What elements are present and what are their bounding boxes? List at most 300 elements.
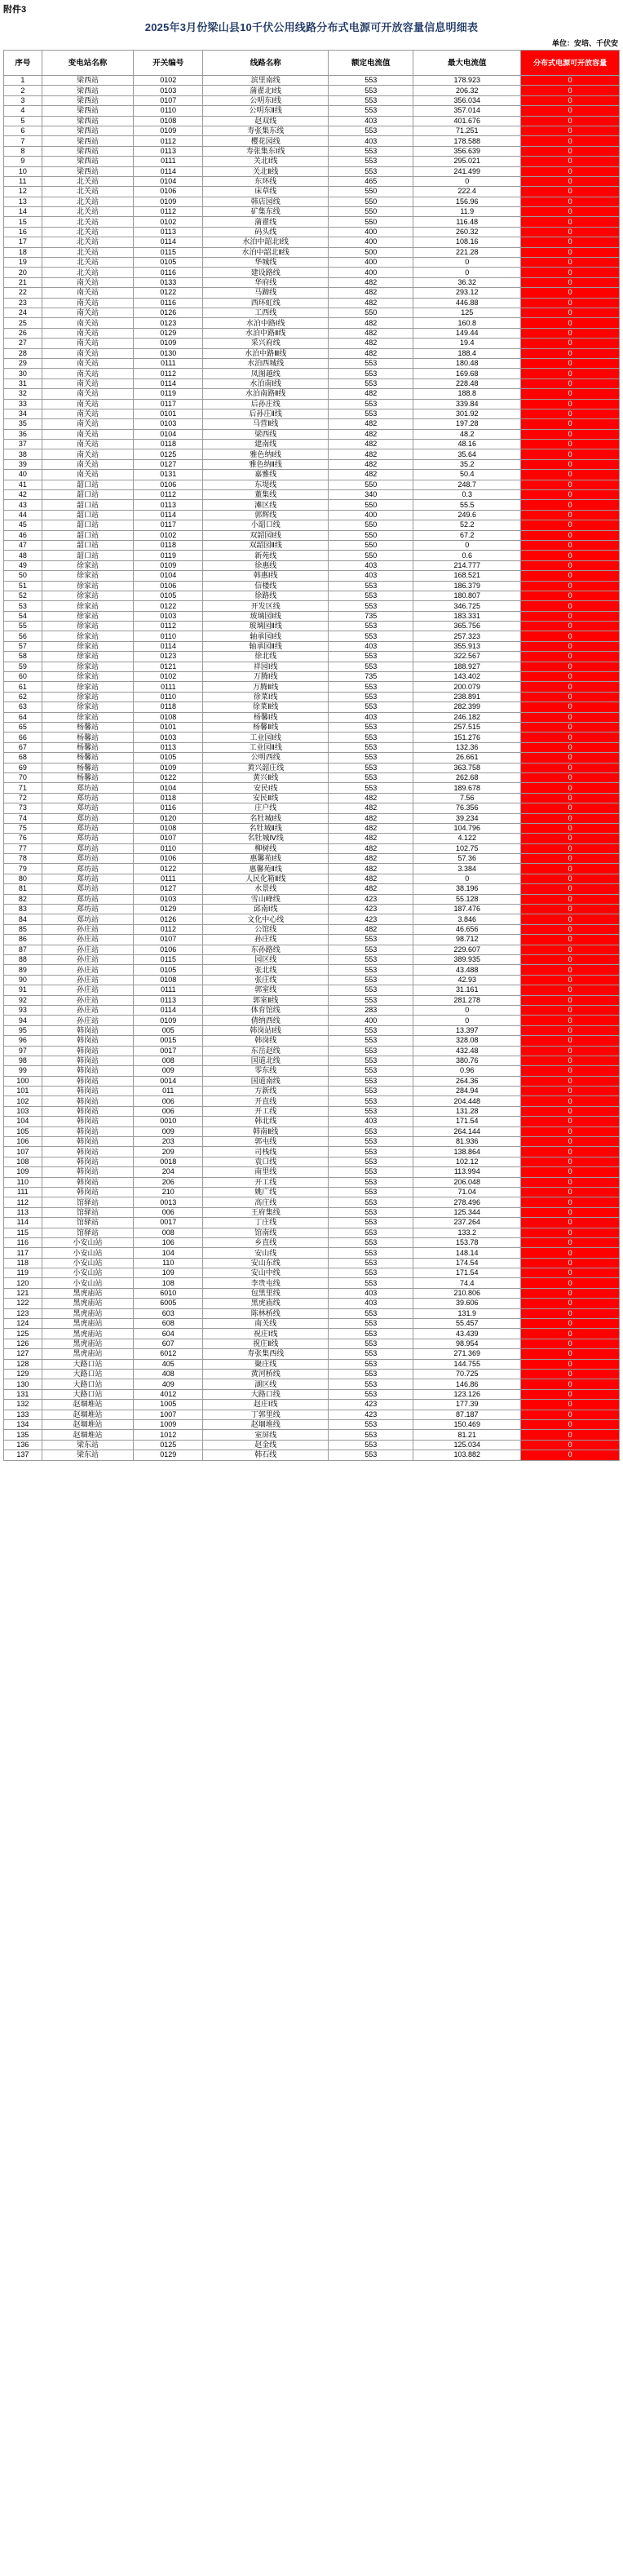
table-row xyxy=(4,1329,620,1339)
cell-index: 72 xyxy=(4,793,42,803)
cell-switch-no: 0110 xyxy=(134,843,203,853)
cell-index: 29 xyxy=(4,358,42,368)
cell-substation: 孙庄站 xyxy=(42,985,134,995)
cell-open-capacity: 0 xyxy=(521,1349,620,1359)
cell-line-name: 湖区线 xyxy=(203,1379,329,1389)
cell-rated-current: 403 xyxy=(329,136,413,146)
cell-index: 131 xyxy=(4,1389,42,1399)
table-row xyxy=(4,1096,620,1106)
cell-line-name: 凤图越线 xyxy=(203,369,329,378)
cell-index: 23 xyxy=(4,298,42,308)
cell-rated-current: 403 xyxy=(329,712,413,722)
cell-switch-no: 0104 xyxy=(134,783,203,793)
cell-substation: 黑虎庙站 xyxy=(42,1349,134,1359)
cell-switch-no: 0109 xyxy=(134,560,203,570)
cell-index: 62 xyxy=(4,692,42,702)
cell-rated-current: 553 xyxy=(329,166,413,176)
cell-switch-no: 008 xyxy=(134,1056,203,1065)
cell-line-name: 园区线 xyxy=(203,954,329,964)
cell-line-name: 玻璃园Ⅱ线 xyxy=(203,622,329,631)
cell-open-capacity: 0 xyxy=(521,823,620,833)
cell-max-current: 138.864 xyxy=(413,1147,521,1157)
cell-rated-current: 553 xyxy=(329,995,413,1005)
col-open-capacity: 分布式电源可开放容量 xyxy=(521,51,620,76)
cell-line-name: 安民Ⅱ线 xyxy=(203,793,329,803)
cell-line-name: 张庄线 xyxy=(203,975,329,985)
cell-rated-current: 553 xyxy=(329,76,413,86)
cell-line-name: 包黑里线 xyxy=(203,1288,329,1298)
cell-rated-current: 553 xyxy=(329,622,413,631)
cell-max-current: 169.68 xyxy=(413,369,521,378)
cell-line-name: 郭室线 xyxy=(203,985,329,995)
cell-substation: 南关站 xyxy=(42,339,134,348)
cell-switch-no: 0102 xyxy=(134,530,203,540)
cell-rated-current: 482 xyxy=(329,348,413,358)
cell-open-capacity: 0 xyxy=(521,339,620,348)
cell-substation: 韩岗站 xyxy=(42,1167,134,1177)
table-row xyxy=(4,641,620,651)
cell-open-capacity: 0 xyxy=(521,581,620,591)
cell-index: 31 xyxy=(4,378,42,388)
cell-line-name: 玻璃园Ⅰ线 xyxy=(203,611,329,621)
table-row xyxy=(4,1349,620,1359)
cell-switch-no: 006 xyxy=(134,1106,203,1116)
cell-max-current: 35.64 xyxy=(413,449,521,459)
table-row xyxy=(4,1248,620,1258)
cell-open-capacity: 0 xyxy=(521,712,620,722)
cell-open-capacity: 0 xyxy=(521,176,620,186)
cell-index: 63 xyxy=(4,702,42,712)
cell-index: 18 xyxy=(4,247,42,257)
cell-line-name: 水泊中韶北Ⅱ线 xyxy=(203,247,329,257)
table-row xyxy=(4,1359,620,1369)
cell-rated-current: 553 xyxy=(329,1430,413,1440)
cell-switch-no: 603 xyxy=(134,1308,203,1318)
cell-max-current: 295.021 xyxy=(413,157,521,166)
table-row xyxy=(4,1167,620,1177)
cell-substation: 韶口站 xyxy=(42,530,134,540)
cell-substation: 韩岗站 xyxy=(42,1106,134,1116)
cell-max-current: 0 xyxy=(413,1005,521,1015)
cell-line-name: 赵金线 xyxy=(203,1440,329,1450)
cell-index: 33 xyxy=(4,399,42,409)
cell-line-name: 安山中线 xyxy=(203,1268,329,1278)
cell-open-capacity: 0 xyxy=(521,298,620,308)
cell-index: 39 xyxy=(4,459,42,469)
cell-line-name: 韩石线 xyxy=(203,1450,329,1460)
cell-switch-no: 0014 xyxy=(134,1076,203,1086)
cell-open-capacity: 0 xyxy=(521,207,620,217)
cell-switch-no: 0111 xyxy=(134,157,203,166)
table-row xyxy=(4,1106,620,1116)
cell-rated-current: 553 xyxy=(329,1106,413,1116)
cell-open-capacity: 0 xyxy=(521,571,620,581)
table-row xyxy=(4,1389,620,1399)
cell-max-current: 71.251 xyxy=(413,126,521,135)
cell-max-current: 39.234 xyxy=(413,813,521,823)
table-row xyxy=(4,935,620,945)
cell-substation: 馆驿站 xyxy=(42,1228,134,1237)
cell-max-current: 357.014 xyxy=(413,106,521,116)
cell-index: 73 xyxy=(4,803,42,813)
cell-substation: 郑坊站 xyxy=(42,874,134,883)
cell-rated-current: 553 xyxy=(329,358,413,368)
cell-open-capacity: 0 xyxy=(521,1087,620,1096)
cell-open-capacity: 0 xyxy=(521,1339,620,1348)
cell-index: 126 xyxy=(4,1339,42,1348)
cell-index: 71 xyxy=(4,783,42,793)
table-row xyxy=(4,1379,620,1389)
cell-switch-no: 0126 xyxy=(134,308,203,317)
cell-switch-no: 0114 xyxy=(134,378,203,388)
cell-open-capacity: 0 xyxy=(521,1258,620,1268)
cell-rated-current: 553 xyxy=(329,106,413,116)
cell-switch-no: 0129 xyxy=(134,905,203,914)
cell-substation: 南关站 xyxy=(42,429,134,439)
col-switch-no: 开关编号 xyxy=(134,51,203,76)
cell-open-capacity: 0 xyxy=(521,1278,620,1288)
cell-open-capacity: 0 xyxy=(521,985,620,995)
table-row xyxy=(4,288,620,298)
cell-index: 27 xyxy=(4,339,42,348)
cell-rated-current: 553 xyxy=(329,733,413,742)
col-index: 序号 xyxy=(4,51,42,76)
cell-line-name: 郭室Ⅱ线 xyxy=(203,995,329,1005)
cell-substation: 梁东站 xyxy=(42,1440,134,1450)
cell-line-name: 小韶口线 xyxy=(203,520,329,530)
cell-switch-no: 409 xyxy=(134,1379,203,1389)
table-row xyxy=(4,258,620,268)
cell-max-current: 74.4 xyxy=(413,1278,521,1288)
cell-open-capacity: 0 xyxy=(521,641,620,651)
cell-max-current: 246.182 xyxy=(413,712,521,722)
cell-substation: 北关站 xyxy=(42,247,134,257)
cell-substation: 大路口站 xyxy=(42,1379,134,1389)
cell-index: 88 xyxy=(4,954,42,964)
cell-max-current: 43.488 xyxy=(413,965,521,975)
cell-line-name: 韩岗站Ⅰ线 xyxy=(203,1025,329,1035)
cell-rated-current: 550 xyxy=(329,500,413,510)
cell-index: 58 xyxy=(4,652,42,662)
cell-switch-no: 0017 xyxy=(134,1046,203,1056)
page-title: 2025年3月份梁山县10千伏公用线路分布式电源可开放容量信息明细表 xyxy=(144,21,479,33)
cell-line-name: 开工线 xyxy=(203,1177,329,1187)
cell-substation: 梁西站 xyxy=(42,157,134,166)
cell-substation: 孙庄站 xyxy=(42,995,134,1005)
cell-max-current: 249.6 xyxy=(413,510,521,520)
cell-open-capacity: 0 xyxy=(521,622,620,631)
cell-rated-current: 553 xyxy=(329,1087,413,1096)
cell-substation: 黑虎庙站 xyxy=(42,1319,134,1329)
table-row xyxy=(4,975,620,985)
cell-switch-no: 005 xyxy=(134,1025,203,1035)
cell-switch-no: 0114 xyxy=(134,510,203,520)
cell-substation: 韶口站 xyxy=(42,551,134,560)
cell-max-current: 346.725 xyxy=(413,601,521,611)
cell-open-capacity: 0 xyxy=(521,1400,620,1410)
cell-switch-no: 0108 xyxy=(134,823,203,833)
table-row xyxy=(4,864,620,874)
cell-line-name: 馆南线 xyxy=(203,1228,329,1237)
cell-line-name: 安民Ⅰ线 xyxy=(203,783,329,793)
cell-rated-current: 553 xyxy=(329,985,413,995)
cell-index: 67 xyxy=(4,742,42,752)
cell-substation: 小安山站 xyxy=(42,1237,134,1247)
cell-open-capacity: 0 xyxy=(521,1237,620,1247)
cell-max-current: 206.32 xyxy=(413,86,521,95)
cell-index: 132 xyxy=(4,1400,42,1410)
cell-max-current: 260.32 xyxy=(413,227,521,237)
cell-max-current: 57.36 xyxy=(413,854,521,864)
cell-switch-no: 0108 xyxy=(134,975,203,985)
table-row xyxy=(4,490,620,500)
table-row xyxy=(4,157,620,166)
cell-line-name: 杨馨Ⅰ线 xyxy=(203,712,329,722)
cell-substation: 孙庄站 xyxy=(42,924,134,934)
table-row xyxy=(4,268,620,277)
cell-line-name: 华城线 xyxy=(203,258,329,268)
table-row xyxy=(4,733,620,742)
cell-index: 77 xyxy=(4,843,42,853)
cell-switch-no: 0130 xyxy=(134,348,203,358)
table-row xyxy=(4,965,620,975)
cell-open-capacity: 0 xyxy=(521,1379,620,1389)
cell-index: 41 xyxy=(4,480,42,489)
cell-open-capacity: 0 xyxy=(521,611,620,621)
cell-index: 17 xyxy=(4,237,42,247)
cell-max-current: 262.68 xyxy=(413,772,521,782)
cell-substation: 徐家站 xyxy=(42,611,134,621)
cell-max-current: 257.323 xyxy=(413,631,521,641)
col-max-current: 最大电流值 xyxy=(413,51,521,76)
cell-max-current: 104.796 xyxy=(413,823,521,833)
cell-max-current: 46.656 xyxy=(413,924,521,934)
cell-rated-current: 403 xyxy=(329,560,413,570)
cell-open-capacity: 0 xyxy=(521,187,620,197)
cell-switch-no: 0108 xyxy=(134,116,203,126)
cell-switch-no: 006 xyxy=(134,1207,203,1217)
cell-max-current: 7.56 xyxy=(413,793,521,803)
cell-open-capacity: 0 xyxy=(521,510,620,520)
cell-substation: 梁西站 xyxy=(42,106,134,116)
cell-max-current: 0 xyxy=(413,1016,521,1025)
cell-rated-current: 482 xyxy=(329,924,413,934)
cell-line-name: 寿张集东线 xyxy=(203,126,329,135)
cell-rated-current: 482 xyxy=(329,419,413,429)
cell-substation: 韶口站 xyxy=(42,540,134,550)
cell-switch-no: 0112 xyxy=(134,207,203,217)
cell-switch-no: 0127 xyxy=(134,459,203,469)
cell-rated-current: 482 xyxy=(329,843,413,853)
cell-max-current: 67.2 xyxy=(413,530,521,540)
table-row xyxy=(4,419,620,429)
cell-open-capacity: 0 xyxy=(521,237,620,247)
cell-substation: 韩岗站 xyxy=(42,1076,134,1086)
cell-line-name: 韩南Ⅱ线 xyxy=(203,1126,329,1136)
cell-max-current: 355.913 xyxy=(413,641,521,651)
cell-switch-no: 203 xyxy=(134,1137,203,1147)
cell-max-current: 0.3 xyxy=(413,490,521,500)
cell-index: 59 xyxy=(4,662,42,671)
cell-index: 79 xyxy=(4,864,42,874)
cell-switch-no: 0101 xyxy=(134,723,203,733)
table-row xyxy=(4,1005,620,1015)
cell-max-current: 248.7 xyxy=(413,480,521,489)
cell-index: 51 xyxy=(4,581,42,591)
cell-open-capacity: 0 xyxy=(521,1430,620,1440)
cell-line-name: 王府集线 xyxy=(203,1207,329,1217)
cell-max-current: 0 xyxy=(413,874,521,883)
cell-index: 36 xyxy=(4,429,42,439)
cell-rated-current: 553 xyxy=(329,1066,413,1076)
cell-open-capacity: 0 xyxy=(521,772,620,782)
cell-rated-current: 553 xyxy=(329,1096,413,1106)
cell-max-current: 19.4 xyxy=(413,339,521,348)
cell-max-current: 339.84 xyxy=(413,399,521,409)
cell-open-capacity: 0 xyxy=(521,965,620,975)
cell-line-name: 徐路线 xyxy=(203,591,329,600)
cell-line-name: 柳树线 xyxy=(203,843,329,853)
cell-open-capacity: 0 xyxy=(521,459,620,469)
cell-rated-current: 553 xyxy=(329,1308,413,1318)
cell-switch-no: 1005 xyxy=(134,1400,203,1410)
cell-rated-current: 553 xyxy=(329,1278,413,1288)
table-row xyxy=(4,399,620,409)
cell-open-capacity: 0 xyxy=(521,308,620,317)
cell-index: 106 xyxy=(4,1137,42,1147)
cell-rated-current: 553 xyxy=(329,1046,413,1056)
cell-index: 66 xyxy=(4,733,42,742)
col-substation: 变电站名称 xyxy=(42,51,134,76)
cell-index: 4 xyxy=(4,106,42,116)
cell-index: 94 xyxy=(4,1016,42,1025)
cell-switch-no: 0105 xyxy=(134,965,203,975)
cell-line-name: 韩岗线 xyxy=(203,1036,329,1046)
cell-switch-no: 607 xyxy=(134,1339,203,1348)
cell-line-name: 方新线 xyxy=(203,1087,329,1096)
cell-open-capacity: 0 xyxy=(521,1046,620,1056)
table-row xyxy=(4,1419,620,1429)
cell-switch-no: 0113 xyxy=(134,227,203,237)
cell-rated-current: 553 xyxy=(329,1379,413,1389)
cell-rated-current: 400 xyxy=(329,237,413,247)
cell-substation: 北关站 xyxy=(42,207,134,217)
cell-line-name: 公明东Ⅰ线 xyxy=(203,95,329,105)
cell-line-name: 蒲翟北Ⅰ线 xyxy=(203,86,329,95)
cell-substation: 梁西站 xyxy=(42,126,134,135)
cell-index: 14 xyxy=(4,207,42,217)
table-row xyxy=(4,591,620,600)
table-row xyxy=(4,1258,620,1268)
cell-index: 34 xyxy=(4,409,42,418)
cell-max-current: 125 xyxy=(413,308,521,317)
cell-switch-no: 0111 xyxy=(134,358,203,368)
cell-line-name: 名牡城Ⅰ线 xyxy=(203,813,329,823)
cell-open-capacity: 0 xyxy=(521,429,620,439)
cell-index: 135 xyxy=(4,1430,42,1440)
cell-max-current: 81.21 xyxy=(413,1430,521,1440)
cell-max-current: 35.2 xyxy=(413,459,521,469)
cell-switch-no: 0018 xyxy=(134,1157,203,1166)
cell-switch-no: 210 xyxy=(134,1187,203,1197)
cell-line-name: 室屏线 xyxy=(203,1430,329,1440)
table-row xyxy=(4,551,620,560)
table-row xyxy=(4,682,620,692)
cell-line-name: 公明西线 xyxy=(203,753,329,763)
cell-open-capacity: 0 xyxy=(521,1117,620,1126)
cell-open-capacity: 0 xyxy=(521,268,620,277)
cell-max-current: 389.935 xyxy=(413,954,521,964)
cell-open-capacity: 0 xyxy=(521,1096,620,1106)
cell-rated-current: 500 xyxy=(329,247,413,257)
cell-line-name: 东环线 xyxy=(203,176,329,186)
cell-substation: 黑虎庙站 xyxy=(42,1329,134,1339)
cell-rated-current: 553 xyxy=(329,1056,413,1065)
cell-switch-no: 110 xyxy=(134,1258,203,1268)
cell-switch-no: 408 xyxy=(134,1370,203,1379)
cell-max-current: 123.126 xyxy=(413,1389,521,1399)
cell-rated-current: 482 xyxy=(329,298,413,308)
cell-line-name: 开发区线 xyxy=(203,601,329,611)
table-row xyxy=(4,995,620,1005)
cell-index: 53 xyxy=(4,601,42,611)
cell-open-capacity: 0 xyxy=(521,591,620,600)
table-row xyxy=(4,945,620,954)
cell-rated-current: 283 xyxy=(329,1005,413,1015)
cell-index: 136 xyxy=(4,1440,42,1450)
cell-open-capacity: 0 xyxy=(521,1218,620,1228)
cell-switch-no: 008 xyxy=(134,1228,203,1237)
cell-switch-no: 0110 xyxy=(134,631,203,641)
cell-substation: 徐家站 xyxy=(42,712,134,722)
table-row xyxy=(4,166,620,176)
cell-switch-no: 0116 xyxy=(134,268,203,277)
table-row xyxy=(4,1046,620,1056)
cell-substation: 北关站 xyxy=(42,217,134,227)
cell-rated-current: 550 xyxy=(329,551,413,560)
cell-max-current: 264.36 xyxy=(413,1076,521,1086)
cell-index: 119 xyxy=(4,1268,42,1278)
table-row xyxy=(4,1278,620,1288)
cell-rated-current: 482 xyxy=(329,884,413,894)
cell-index: 48 xyxy=(4,551,42,560)
cell-switch-no: 0113 xyxy=(134,500,203,510)
cell-index: 75 xyxy=(4,823,42,833)
table-row xyxy=(4,116,620,126)
cell-rated-current: 550 xyxy=(329,540,413,550)
cell-max-current: 146.86 xyxy=(413,1379,521,1389)
cell-line-name: 董集线 xyxy=(203,490,329,500)
cell-line-name: 文化中心线 xyxy=(203,914,329,924)
cell-switch-no: 209 xyxy=(134,1147,203,1157)
cell-switch-no: 0126 xyxy=(134,914,203,924)
table-row xyxy=(4,985,620,995)
cell-switch-no: 0109 xyxy=(134,197,203,206)
cell-switch-no: 6012 xyxy=(134,1349,203,1359)
table-row xyxy=(4,611,620,621)
cell-index: 87 xyxy=(4,945,42,954)
cell-line-name: 赵双线 xyxy=(203,116,329,126)
cell-line-name: 赵庄Ⅰ线 xyxy=(203,1400,329,1410)
cell-max-current: 222.4 xyxy=(413,187,521,197)
cell-rated-current: 550 xyxy=(329,480,413,489)
cell-switch-no: 0106 xyxy=(134,581,203,591)
cell-index: 15 xyxy=(4,217,42,227)
table-row xyxy=(4,1036,620,1046)
cell-max-current: 363.758 xyxy=(413,763,521,772)
cell-line-name: 水景线 xyxy=(203,884,329,894)
table-row xyxy=(4,328,620,338)
